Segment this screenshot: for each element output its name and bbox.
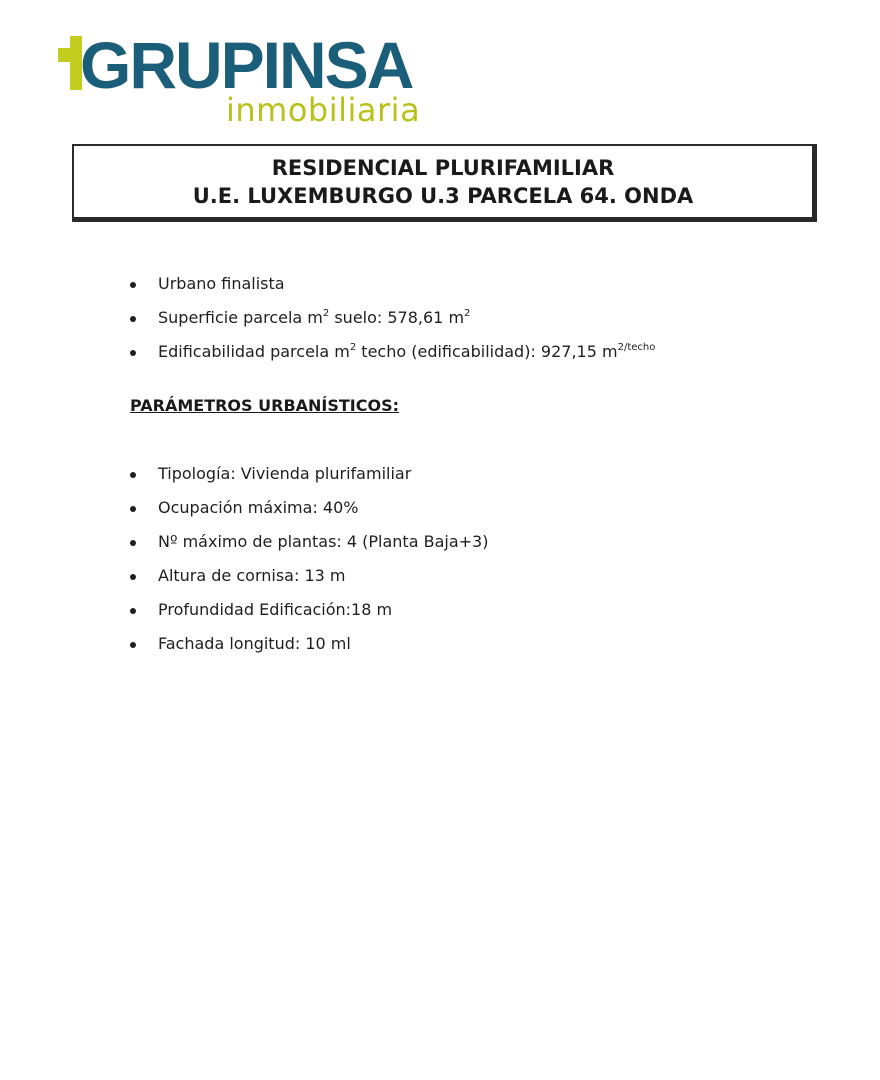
list-item: Nº máximo de plantas: 4 (Planta Baja+3) (130, 530, 810, 564)
general-info-list (130, 272, 810, 374)
superscript: 2 (464, 308, 471, 319)
list-item-text: Urbano finalista (158, 274, 285, 293)
list-item (130, 340, 810, 374)
superscript: 2/techo (617, 342, 656, 353)
superscript: 2 (349, 342, 357, 353)
list-item: Altura de cornisa: 13 m (130, 564, 810, 598)
company-logo (58, 28, 428, 136)
list-item: Fachada longitud: 10 ml (130, 632, 810, 666)
title-line-2: U.E. LUXEMBURGO U.3 PARCELA 64. ONDA (192, 183, 694, 208)
list-item-text: techo (edificabilidad): 927,15 m (356, 342, 618, 361)
superscript: 2 (322, 308, 330, 319)
urban-params-list (130, 462, 810, 666)
list-item: Ocupación máxima: 40% (130, 496, 810, 530)
logo-subtitle-text: inmobiliaria (226, 91, 421, 129)
document-title-box (72, 144, 817, 222)
list-item-text: Edificabilidad parcela m (158, 342, 350, 361)
list-item (130, 306, 810, 340)
list-item-text: Superficie parcela m (158, 308, 323, 327)
list-item: Profundidad Edificación:18 m (130, 598, 810, 632)
logo-brand-text: GRUPINSA (80, 28, 413, 102)
title-line-1: RESIDENCIAL PLURIFAMILIAR (271, 155, 615, 180)
section-heading-urban-params: PARÁMETROS URBANÍSTICOS: (130, 396, 400, 415)
list-item (130, 272, 810, 306)
list-item-text: suelo: 578,61 m (329, 308, 465, 327)
list-item: Tipología: Vivienda plurifamiliar (130, 462, 810, 496)
